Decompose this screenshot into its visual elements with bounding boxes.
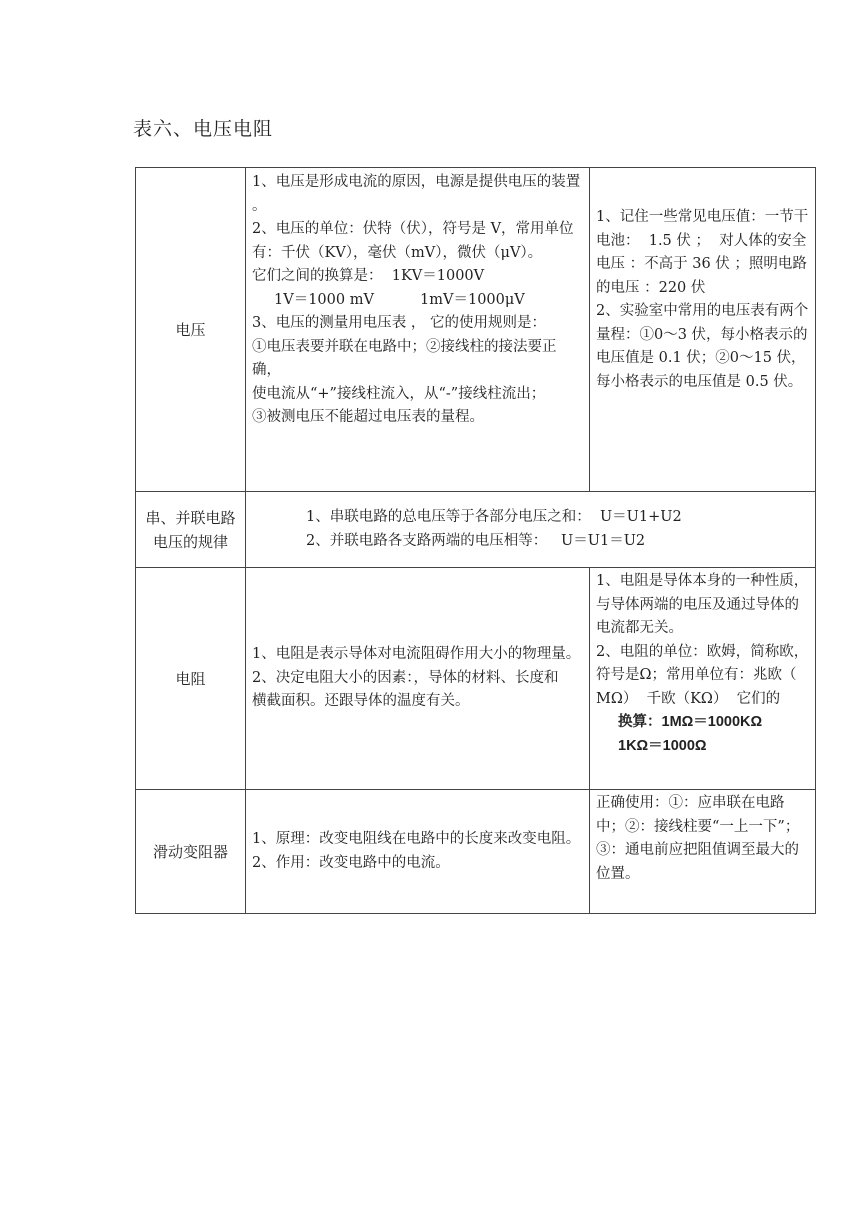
rheostat-usage-1: 正确使用：①：应串联在电路中；②：接线柱要“一上一下”；	[596, 795, 800, 835]
series-parallel-cell	[246, 492, 816, 568]
resistance-note-1: 1、电阻是导体本身的一种性质，与导体两端的电压及通过导体的电流都无关。	[596, 573, 809, 636]
row-label-series-parallel: 串、并联电路电压的规律	[136, 492, 246, 568]
voltage-notes-cell	[590, 168, 816, 492]
series-rule: 1、串联电路的总电压等于各部分电压之和： U＝U1+U2	[306, 509, 682, 525]
voltmeter-rule-1: ①电压表要并联在电路中；②接线柱的接法要正确，	[252, 338, 557, 378]
rheostat-function: 2、作用：改变电路中的电流。	[252, 854, 450, 871]
voltage-point-1: 1、电压是形成电流的原因，电源是提供电压的装置 。	[252, 174, 585, 214]
resistance-description-cell	[246, 568, 590, 790]
page-title: 表六、电压电阻	[133, 118, 274, 140]
resistance-point-2-cont: 横截面积。还跟导体的温度有关。	[252, 693, 470, 710]
rheostat-description-cell	[246, 790, 590, 914]
voltage-resistance-table	[135, 167, 816, 914]
row-label-resistance: 电阻	[136, 568, 246, 790]
rheostat-principle: 1、原理：改变电阻线在电路中的长度来改变电阻。	[252, 831, 581, 847]
parallel-rule: 2、并联电路各支路两端的电压相等： U＝U1＝U2	[306, 532, 646, 549]
resistance-note-2: 2、电阻的单位：欧姆，简称欧，符号是Ω；常用单位有：兆欧（	[596, 643, 809, 683]
row-label-rheostat: 滑动变阻器	[136, 790, 246, 914]
resistance-point-2: 2、决定电阻大小的因素：，导体的材料、长度和	[252, 669, 559, 686]
row-label-voltage: 电压	[136, 168, 246, 492]
voltmeter-rule-2: 使电流从“+”接线柱流入，从“-”接线柱流出；	[252, 385, 546, 402]
voltage-description-cell	[246, 168, 590, 492]
voltage-point-3: 3、电压的测量用电压表 ， 它的使用规则是：	[252, 315, 546, 331]
table-row-resistance	[136, 568, 816, 790]
resistance-point-1: 1、电阻是表示导体对电流阻碍作用大小的物理量。	[252, 646, 581, 663]
voltage-conversion-1: 它们之间的换算是： 1KV＝1000V	[252, 268, 485, 284]
resistance-conversion-1: 换算：1MΩ＝1000KΩ	[618, 714, 763, 730]
voltage-conversion-2: 1V＝1000 mV 1mV＝1000μV	[274, 291, 525, 308]
voltage-note-2: 2、实验室中常用的电压表有两个量程：①0～3 伏，每小格表示的电压值是 0.1 伏；②0～15 伏，每小格表示的电压值是 0.5 伏。	[596, 303, 809, 390]
table-row-voltage	[136, 168, 816, 492]
resistance-notes-cell	[590, 568, 816, 790]
rheostat-usage-cell	[590, 790, 816, 914]
resistance-conversion-2: 1KΩ＝1000Ω	[618, 737, 707, 754]
voltage-note-1: 1、记住一些常见电压值：一节干电池： 1.5 伏 ； 对人体的安全电压 ：不高于 36 伏 ；照明电路的电压 ：220 伏	[596, 209, 809, 296]
rheostat-usage-2: ③：通电前应把阻值调至最大的位置。	[596, 842, 799, 882]
voltage-point-2: 2、电压的单位：伏特（伏），符号是 V，常用单位有：千伏（KV），毫伏（mV），微伏（μV）。	[252, 221, 574, 261]
voltmeter-rule-3: ③被测电压不能超过电压表的量程。	[252, 409, 484, 425]
resistance-units: MΩ） 千欧（KΩ） 它们的	[596, 690, 781, 707]
table-row-series-parallel	[136, 492, 816, 568]
table-row-rheostat	[136, 790, 816, 914]
